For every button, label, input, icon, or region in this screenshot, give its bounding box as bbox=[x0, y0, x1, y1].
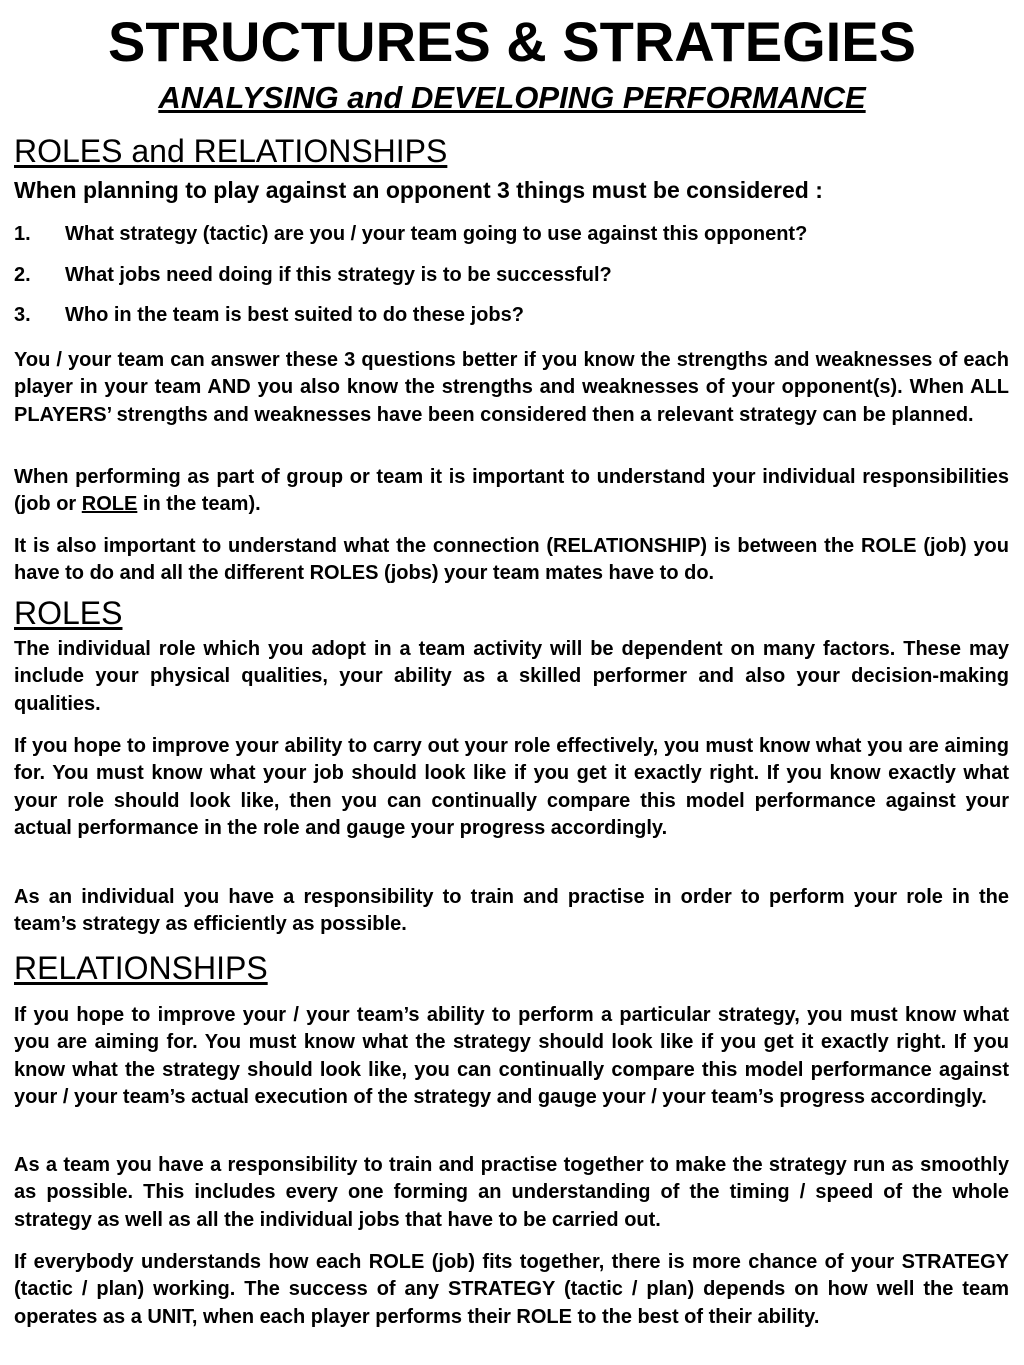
list-item-number: 2. bbox=[14, 264, 31, 286]
section-heading-roles-and-relationships: ROLES and RELATIONSHIPS bbox=[14, 133, 448, 169]
page-subtitle: ANALYSING and DEVELOPING PERFORMANCE bbox=[158, 80, 866, 115]
paragraph: As an individual you have a responsibility to train and practise in order to perform your role in the team’s strategy as efficiently as possible. bbox=[14, 886, 1009, 936]
paragraph: You / your team can answer these 3 questions better if you know the strengths and weaknesses of each player in your team AND you also know the strengths and weaknesses of your opponent(s). When ALL PLAYERS’ strengths and weaknesses have been considered then a relevant strategy can be planned. bbox=[14, 349, 1009, 426]
paragraph-text: in the team). bbox=[137, 493, 261, 516]
paragraph bbox=[14, 464, 1009, 519]
lead-sentence: When planning to play against an opponent 3 things must be considered : bbox=[14, 177, 823, 203]
list-item bbox=[14, 221, 1014, 247]
role-underlined-term: ROLE bbox=[81, 493, 138, 516]
paragraph-text: When performing as part of group or team it is important to understand your individual responsibilities (job or bbox=[14, 466, 1009, 516]
list-item-number: 3. bbox=[14, 304, 31, 326]
page-title: STRUCTURES & STRATEGIES bbox=[108, 10, 916, 73]
list-item bbox=[14, 262, 1014, 288]
list-item-text: What jobs need doing if this strategy is to be successful? bbox=[65, 264, 612, 286]
section-heading-relationships: RELATIONSHIPS bbox=[14, 950, 268, 986]
paragraph: It is also important to understand what the connection (RELATIONSHIP) is between the ROLE (job) you have to do and all the different ROLES (jobs) your team mates have to do. bbox=[14, 535, 1009, 585]
paragraph: If you hope to improve your / your team’s ability to perform a particular strategy, you must know what you are aiming for. You must know what the strategy should look like if you get it exactly right. If you know what the strategy should look like, you can continually compare this model performance against your / your team’s actual execution of the strategy and gauge your / your team’s progress accordingly. bbox=[14, 1004, 1009, 1108]
paragraph: If you hope to improve your ability to carry out your role effectively, you must know what you are aiming for. You must know what your job should look like if you get it exactly right. If you know exactly what your role should look like, then you can continually compare this model performance against your actual performance in the role and gauge your progress accordingly. bbox=[14, 735, 1009, 839]
list-item-text: What strategy (tactic) are you / your team going to use against this opponent? bbox=[65, 223, 808, 245]
section-heading-roles: ROLES bbox=[14, 595, 123, 631]
list-item-number: 1. bbox=[14, 223, 31, 245]
list-item bbox=[14, 302, 1014, 328]
paragraph: If everybody understands how each ROLE (job) fits together, there is more chance of your STRATEGY (tactic / plan) working. The success of any STRATEGY (tactic / plan) depends on how well the team operates as a UNIT, when each player performs their ROLE to the best of their ability. bbox=[14, 1251, 1009, 1328]
paragraph: The individual role which you adopt in a team activity will be dependent on many factors. These may include your physical qualities, your ability as a skilled performer and also your decision-making qualities. bbox=[14, 638, 1009, 715]
paragraph: As a team you have a responsibility to train and practise together to make the strategy run as smoothly as possible. This includes every one forming an understanding of the timing / speed of the whole strategy as well as all the individual jobs that have to be carried out. bbox=[14, 1154, 1009, 1231]
list-item-text: Who in the team is best suited to do these jobs? bbox=[65, 304, 524, 326]
